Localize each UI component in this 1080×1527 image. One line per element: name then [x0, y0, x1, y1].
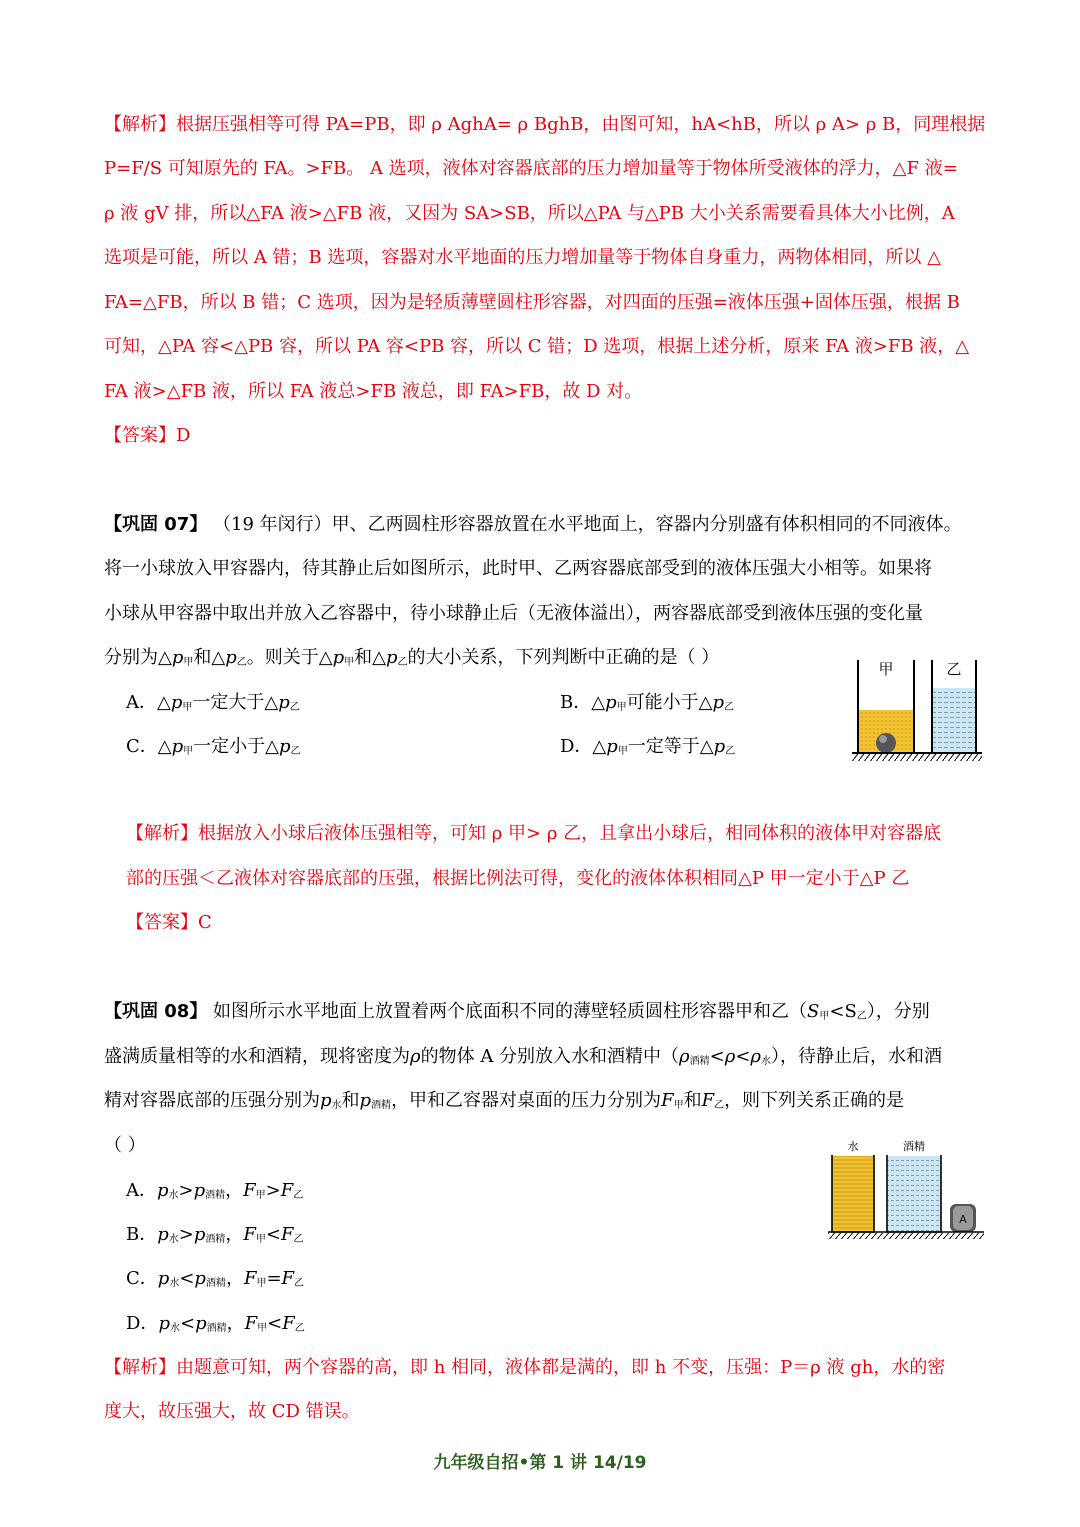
- q08-containers-figure: [826, 1138, 986, 1240]
- analysis1-line-2: P=F/S 可知原先的 FA。>FB。 A 选项，液体对容器底部的压力增加量等于物体所受液体的浮力，△F 液=: [104, 158, 958, 179]
- q08-line-3: 精对容器底部的压强分别为$p_水$和$p_{酒精}$，甲和乙容器对桌面的压力分别为$F_甲$和$F_乙$，则下列关系正确的是: [104, 1090, 905, 1111]
- q07-line-1-text: （19 年闵行）甲、乙两圆柱形容器放置在水平地面上，容器内分别盛有体积相同的不同液体。: [207, 514, 962, 535]
- q08-object-a-label: A: [959, 1213, 967, 1226]
- q08-option-a[interactable]: A．$p_水>p_{酒精}$，$F_甲>F_乙$: [126, 1180, 304, 1201]
- q08-option-b[interactable]: B．$p_水>p_{酒精}$，$F_甲<F_乙$: [126, 1224, 304, 1245]
- q08-analysis-line-2: 度大，故压强大，故 CD 错误。: [104, 1401, 360, 1422]
- q07-analysis-line-2: 部的压强＜乙液体对容器底部的压强，根据比例法可得，变化的液体体积相同△P 甲一定小于△P 乙: [126, 868, 910, 889]
- page-footer: 九年级自招•第 1 讲 14/19: [433, 1453, 647, 1473]
- q07-option-d[interactable]: D．$\triangle p_甲$一定等于$\triangle p_乙$: [560, 736, 736, 757]
- q07-tag: 【巩固 07】: [104, 514, 208, 535]
- q08-label-alcohol: 酒精: [903, 1140, 925, 1153]
- q07-line-3: 小球从甲容器中取出并放入乙容器中，待小球静止后（无液体溢出），两容器底部受到液体压强的变化量: [104, 603, 923, 624]
- q08-analysis-line-1: 【解析】由题意可知，两个容器的高，即 h 相同，液体都是满的，即 h 不变，压强：P＝ρ 液 gh，水的密: [104, 1357, 946, 1378]
- q07-option-a[interactable]: A．$\triangle p_甲$一定大于$\triangle p_乙$: [126, 692, 300, 713]
- analysis1-line-7: FA 液>△FB 液，所以 FA 液总>FB 液总，即 FA>FB，故 D 对。: [104, 381, 643, 402]
- q07-line-2: 将一小球放入甲容器内，待其静止后如图所示，此时甲、乙两容器底部受到的液体压强大小相等。如果将: [104, 558, 932, 579]
- q07-ball: [876, 733, 896, 753]
- q07-line-1: [104, 513, 962, 537]
- q07-label-jia: 甲: [878, 660, 894, 678]
- q07-answer: 【答案】C: [126, 912, 212, 933]
- q08-option-c[interactable]: C．$p_水<p_{酒精}$，$F_甲=F_乙$: [126, 1268, 305, 1289]
- q07-option-c[interactable]: C．$\triangle p_甲$一定小于$\triangle p_乙$: [126, 736, 301, 757]
- q08-label-water: 水: [847, 1140, 859, 1153]
- q07-containers-figure: [848, 655, 983, 765]
- q08-tag: 【巩固 08】: [104, 1001, 208, 1022]
- q08-option-d[interactable]: D．$p_水<p_{酒精}$，$F_甲<F_乙$: [126, 1313, 305, 1334]
- analysis1-line-3: ρ 液 gV 排，所以△FA 液>△FB 液，又因为 SA>SB，所以△PA 与△PB 大小关系需要看具体大小比例，A: [104, 203, 955, 224]
- analysis1-line-5: FA=△FB，所以 B 错；C 选项，因为是轻质薄壁圆柱形容器，对四面的压强=液体压强+固体压强，根据 B: [104, 292, 960, 313]
- analysis1-line-4: 选项是可能，所以 A 错；B 选项，容器对水平地面的压力增加量等于物体自身重力，两物体相同，所以 △: [104, 247, 941, 268]
- analysis1-line-1: 【解析】根据压强相等可得 PA=PB，即 ρ AghA= ρ BghB，由图可知，hA<hB，所以 ρ A> ρ B，同理根据: [104, 114, 986, 135]
- q08-line-2: 盛满质量相等的水和酒精，现将密度为ρ的物体 A 分别放入水和酒精中$(\rho_{酒精}<\rho<\rho_水)$，待静止后，水和酒: [104, 1046, 943, 1067]
- q08-line-1: 【巩固 08】 如图所示水平地面上放置着两个底面积不同的薄壁轻质圆柱形容器甲和乙$(S_甲<S_乙)$，分别: [104, 1001, 930, 1022]
- q07-label-yi: 乙: [946, 660, 962, 678]
- q07-line-4: 分别为$\triangle p_甲$和$\triangle p_乙$。则关于$\triangle p_甲$和$\triangle p_乙$的大小关系，下列判断中正确的是（ ）: [104, 647, 720, 668]
- analysis1-answer: 【答案】D: [104, 425, 191, 446]
- q07-analysis-line-1: 【解析】根据放入小球后液体压强相等，可知 ρ 甲> ρ 乙，且拿出小球后，相同体积的液体甲对容器底: [126, 823, 942, 844]
- q07-option-b[interactable]: B．$\triangle p_甲$可能小于$\triangle p_乙$: [560, 692, 734, 713]
- q08-line-4: （ ）: [104, 1135, 146, 1156]
- analysis1-line-6: 可知，△PA 容<△PB 容，所以 PA 容<PB 容，所以 C 错；D 选项，根据上述分析，原来 FA 液>FB 液，△: [104, 336, 970, 357]
